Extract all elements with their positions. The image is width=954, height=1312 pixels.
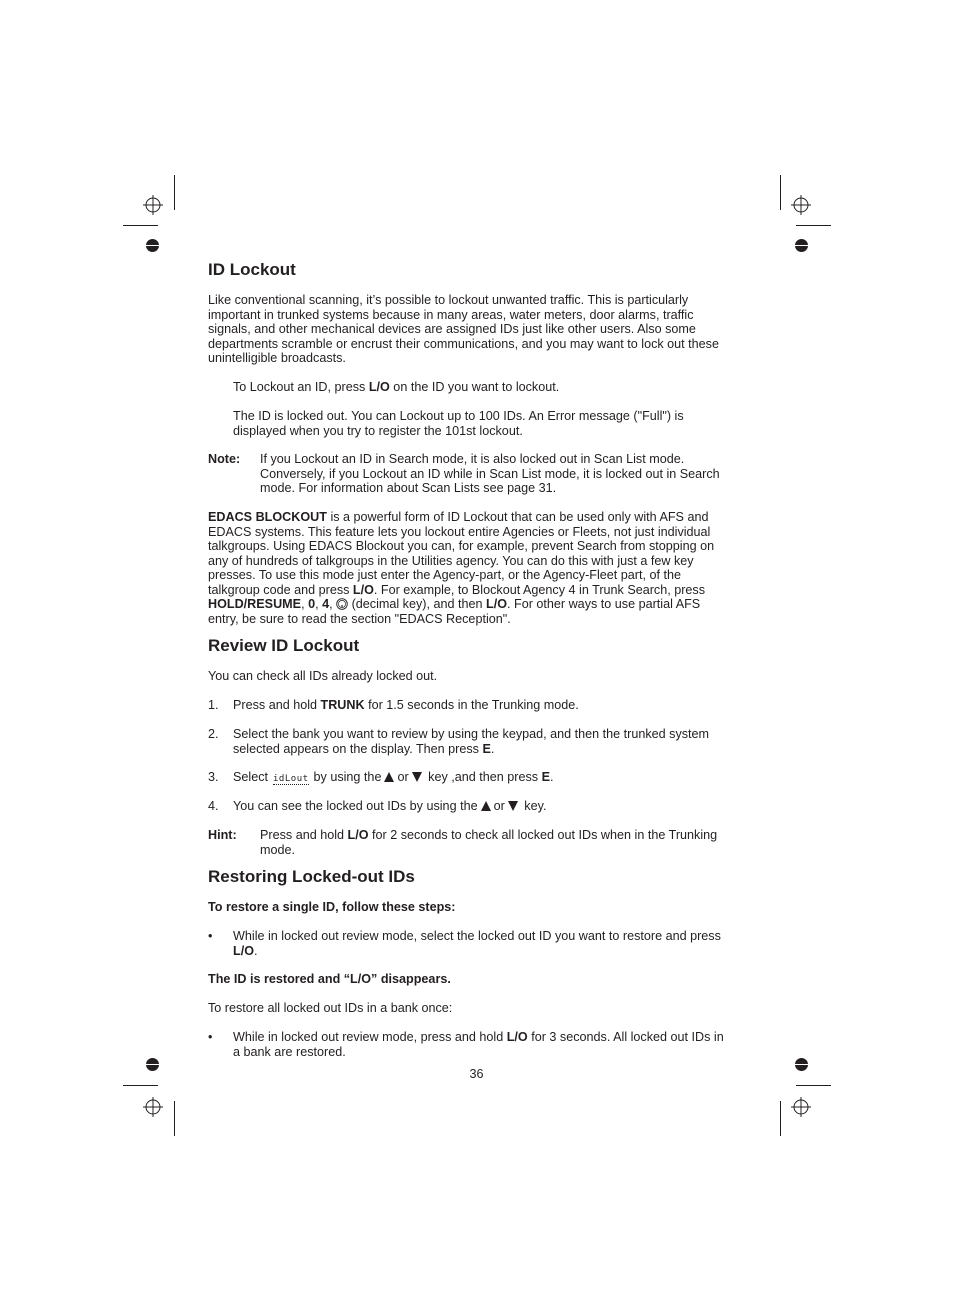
down-arrow-key-icon	[508, 801, 518, 811]
paragraph-line: entry, be sure to read the section "EDACS Reception".	[208, 611, 511, 626]
note-line: Conversely, if you Lockout an ID while in Scan List mode, it is locked out in Search	[260, 466, 720, 481]
bullet-text: L/O.	[233, 943, 258, 958]
restore-result: The ID is restored and “L/O” disappears.	[208, 972, 451, 986]
step-number: 3.	[208, 770, 219, 784]
step-text: selected appears on the display. Then press E.	[233, 741, 495, 756]
bullet-text: While in locked out review mode, select the locked out ID you want to restore and press	[233, 929, 721, 943]
note-label: Note:	[208, 452, 241, 466]
bullet-icon: •	[208, 1030, 213, 1044]
section-title-review-id-lockout: Review ID Lockout	[208, 636, 360, 655]
step-number: 4.	[208, 799, 219, 813]
paragraph-line: talkgroups. Using EDACS Blockout you can, for example, prevent Search from stopping on	[208, 539, 715, 553]
lcd-display-text: idLout	[273, 774, 309, 784]
step-text: Select idLout by using the or key ,and then press E.	[233, 770, 554, 784]
lockout-result-line: displayed when you try to register the 101st lockout.	[233, 423, 523, 438]
paragraph-line: any of hundreds of talkgroups in the Utilities agency. You can do this with just a few key	[208, 553, 694, 568]
paragraph-line: signals, and other mechanical devices are assigned IDs just like other users. Also some	[208, 322, 696, 336]
paragraph-line: EDACS systems. This feature lets you lockout entire Agencies or Fleets, not just individual	[208, 524, 711, 539]
lockout-result-line: The ID is locked out. You can Lockout up to 100 IDs. An Error message ("Full") is	[233, 409, 684, 423]
lockout-step-instruction: To Lockout an ID, press L/O on the ID you want to lockout.	[233, 380, 560, 394]
paragraph-line: EDACS BLOCKOUT is a powerful form of ID Lockout that can be used only with AFS and	[208, 510, 709, 524]
registration-target-icon	[791, 195, 811, 215]
paragraph-line: departments scramble or encrust their communications, and you may want to lock out these	[208, 336, 719, 351]
bullet-text: a bank are restored.	[233, 1044, 346, 1059]
registration-target-icon	[143, 1097, 163, 1117]
restore-all-intro: To restore all locked out IDs in a bank once:	[208, 1001, 453, 1015]
decimal-key-icon	[336, 598, 348, 610]
restore-subheading: To restore a single ID, follow these steps:	[208, 900, 456, 914]
registration-dot-icon	[795, 239, 808, 252]
step-text: Press and hold TRUNK for 1.5 seconds in the Trunking mode.	[233, 698, 579, 712]
step-text: Select the bank you want to review by using the keypad, and then the trunked system	[233, 727, 710, 741]
hint-label: Hint:	[208, 828, 237, 842]
bullet-text: While in locked out review mode, press and hold L/O for 3 seconds. All locked out IDs in	[233, 1030, 724, 1044]
registration-dot-icon	[795, 1058, 808, 1071]
paragraph-line: Like conventional scanning, it’s possible to lockout unwanted traffic. This is particularly	[208, 293, 689, 307]
note-line: mode. For information about Scan Lists see page 31.	[260, 481, 557, 495]
section-title-restoring-ids: Restoring Locked-out IDs	[208, 867, 415, 886]
step-text: You can see the locked out IDs by using the or key.	[233, 799, 547, 813]
page-number: 36	[469, 1067, 484, 1081]
paragraph-line: talkgroup code and press L/O. For example, to Blockout Agency 4 in Trunk Search, press	[208, 582, 706, 597]
paragraph-line: HOLD/RESUME, 0, 4, (decimal key), and then L/O. For other ways to use partial AFS	[208, 597, 701, 611]
step-number: 1.	[208, 698, 219, 712]
up-arrow-key-icon	[384, 772, 394, 782]
step-number: 2.	[208, 727, 219, 741]
note-line: If you Lockout an ID in Search mode, it is also locked out in Scan List mode.	[260, 452, 685, 466]
registration-target-icon	[791, 1097, 811, 1117]
paragraph-line: unintelligible broadcasts.	[208, 351, 346, 365]
registration-dot-icon	[146, 1058, 159, 1071]
paragraph-line: presses. To use this mode just enter the Agency-part, or the Agency-Fleet part, of the	[208, 568, 681, 582]
hint-line: mode.	[260, 842, 296, 857]
hint-line: Press and hold L/O for 2 seconds to check all locked out IDs when in the Trunking	[260, 828, 718, 842]
paragraph-line: important in trunked systems because in many areas, water meters, door alarms, traffic	[208, 307, 694, 322]
review-intro: You can check all IDs already locked out.	[208, 669, 438, 683]
registration-target-icon	[143, 195, 163, 215]
down-arrow-key-icon	[412, 772, 422, 782]
registration-dot-icon	[146, 239, 159, 252]
up-arrow-key-icon	[481, 801, 491, 811]
section-title-id-lockout: ID Lockout	[208, 260, 296, 279]
bullet-icon: •	[208, 929, 213, 943]
